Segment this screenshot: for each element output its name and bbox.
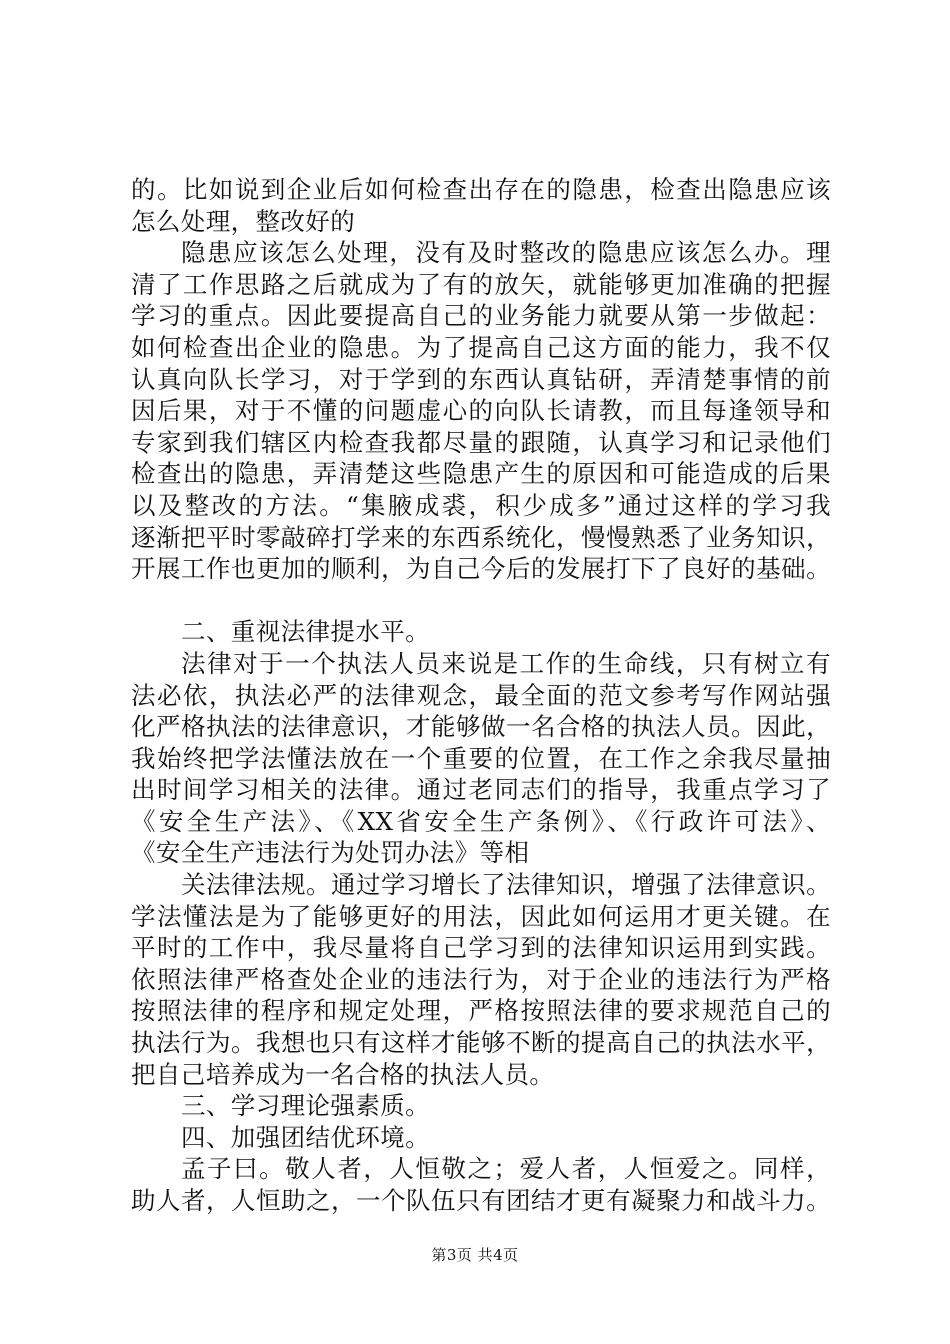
text-line: 逐渐把平时零敲碎打学来的东西系统化，慢慢熟悉了业务知识，	[131, 522, 831, 552]
text-line: 的。比如说到企业后如何检查出存在的隐患，检查出隐患应该	[131, 175, 831, 204]
text-line: 法必依，执法必严的法律观念，最全面的范文参考写作网站强	[131, 680, 831, 710]
text-line: 学习的重点。因此要提高自己的业务能力就要从第一步做起：	[131, 301, 831, 331]
text-line: 孟子曰。敬人者，人恒敬之；爱人者，人恒爱之。同样，	[181, 1154, 831, 1184]
text-line: 法律对于一个执法人员来说是工作的生命线，只有树立有	[181, 648, 831, 678]
text-line: 学法懂法是为了能够更好的用法，因此如何运用才更关键。在	[131, 901, 831, 931]
text-line: 出时间学习相关的法律。通过老同志们的指导，我重点学习了	[131, 775, 831, 805]
section-heading: 三、学习理论强素质。	[181, 1091, 430, 1121]
text-line: 认真向队长学习，对于学到的东西认真钻研，弄清楚事情的前	[131, 364, 831, 394]
text-line: 《安全生产违法行为处罚办法》等相	[131, 838, 530, 868]
section-heading: 二、重视法律提水平。	[181, 617, 430, 647]
text-line: 因后果，对于不懂的问题虚心的向队长请教，而且每逢领导和	[131, 396, 831, 426]
text-line: 隐患应该怎么处理，没有及时整改的隐患应该怎么办。理	[181, 238, 831, 268]
text-line: 《安全生产法》、《XX省安全生产条例》、《行政许可法》、	[131, 806, 831, 836]
text-line: 执法行为。我想也只有这样才能够不断的提高自己的执法水平，	[131, 1028, 831, 1058]
text-line: 专家到我们辖区内检查我都尽量的跟随，认真学习和记录他们	[131, 427, 831, 457]
section-heading: 四、加强团结优环境。	[181, 1122, 430, 1152]
text-line: 以及整改的方法。“集腋成裘，积少成多”通过这样的学习我	[131, 490, 831, 520]
text-line: 助人者，人恒助之，一个队伍只有团结才更有凝聚力和战斗力。	[131, 1186, 831, 1215]
text-line: 清了工作思路之后就成为了有的放矢，就能够更加准确的把握	[131, 269, 831, 299]
text-line: 平时的工作中，我尽量将自己学习到的法律知识运用到实践。	[131, 933, 831, 963]
text-line: 开展工作也更加的顺利，为自己今后的发展打下了良好的基础。	[131, 554, 831, 584]
text-line: 依照法律严格查处企业的违法行为，对于企业的违法行为严格	[131, 964, 831, 994]
paragraph-gap	[131, 585, 831, 617]
text-line: 如何检查出企业的隐患。为了提高自己这方面的能力，我不仅	[131, 332, 831, 362]
text-line: 我始终把学法懂法放在一个重要的位置，在工作之余我尽量抽	[131, 743, 831, 773]
text-line: 按照法律的程序和规定处理，严格按照法律的要求规范自己的	[131, 996, 831, 1026]
text-line: 检查出的隐患，弄清楚这些隐患产生的原因和可能造成的后果	[131, 459, 831, 489]
text-line: 化严格执法的法律意识，才能够做一名合格的执法人员。因此，	[131, 712, 831, 742]
text-line: 把自己培养成为一名合格的执法人员。	[131, 1059, 555, 1089]
text-line: 关法律法规。通过学习增长了法律知识，增强了法律意识。	[181, 870, 831, 900]
page-number-footer: 第3页 共4页	[431, 1246, 519, 1264]
document-body	[131, 174, 831, 1217]
text-line: 怎么处理，整改好的	[131, 206, 356, 236]
